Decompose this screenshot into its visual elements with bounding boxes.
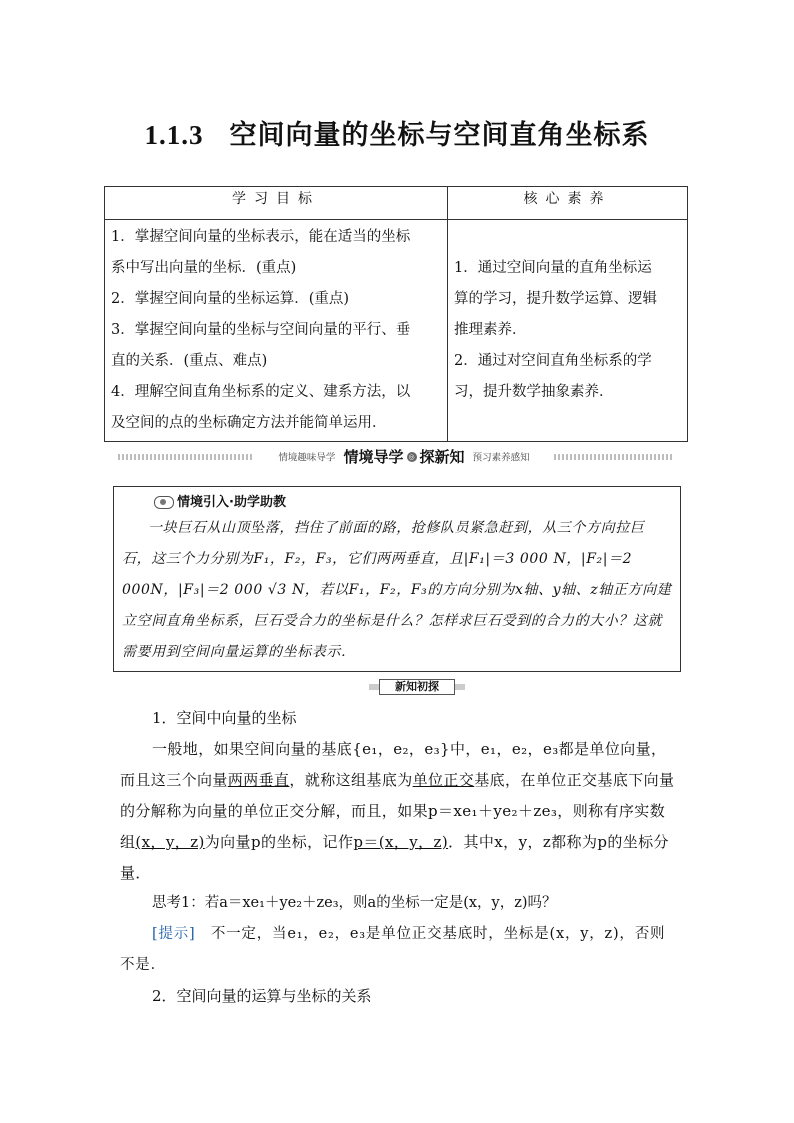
section-2-heading: 2．空间向量的运算与坐标的关系 — [152, 987, 372, 1005]
section-label: 新知初探 — [379, 679, 455, 695]
para-text: 一般地，如果空间向量的基底{e₁，e₂，e₃}中，e₁，e₂，e₃都是单位向量，而且这三个向量 — [120, 740, 667, 789]
section-banner — [118, 446, 674, 468]
intro-line: 这就需要用到空间向量运算的坐标表示． — [122, 613, 663, 660]
intro-line: 巨石，这三个力分别为F₁，F₂，F₃，它们两两垂直，且|F₁|＝3 000 N，|F₂|＝2 000 — [122, 520, 645, 598]
literacy-line: 1．通过空间向量的直角坐标运 — [454, 260, 652, 276]
banner-main-2: 探新知 — [419, 448, 465, 466]
goals-header-left: 学习目标 — [105, 187, 448, 220]
paragraph-1 — [120, 734, 676, 889]
goal-line: 及空间的点的坐标确定方法并能简单运用． — [111, 415, 387, 431]
intro-heading-text: 情境引入·助学助教 — [177, 495, 286, 510]
think-question: 思考1：若a＝xe₁＋ye₂＋ze₃，则a的坐标一定是(x，y，z)吗？ — [152, 895, 557, 911]
section-label-box — [369, 679, 465, 695]
banner-main-1: 情境导学 — [343, 448, 404, 466]
para-text: 基底，在单位正交基底下向量的分解称为向量的单位正交分解，而且，如果p＝xe₁＋ye₂＋ze₃，则称有序实数组 — [120, 771, 675, 851]
para-text: ，就称这组基底为 — [289, 771, 413, 789]
intro-heading — [154, 491, 286, 510]
literacy-line: 算的学习，提升数学运算、逻辑 — [454, 291, 657, 307]
underlined-term: 两两垂直 — [227, 771, 290, 789]
intro-text — [122, 513, 672, 668]
circle-icon: ◎ — [408, 452, 415, 461]
intro-line: 一块巨石从山顶坠落，挡住了前面的路，抢修队员紧急赶到，从三个方向拉 — [148, 520, 630, 536]
banner-left-text: 情境趣味导学 — [278, 452, 336, 464]
title-text: 空间向量的坐标与空间直角坐标系 — [229, 120, 650, 151]
underlined-term: (x，y，z) — [135, 833, 205, 851]
intro-box — [113, 486, 681, 672]
para-text: ．其中x，y，z都称为p的坐标分量． — [120, 833, 669, 882]
section-number: 1.1.3 — [144, 120, 204, 150]
literacy-line: 推理素养． — [454, 322, 527, 338]
goal-line: 1．掌握空间向量的坐标表示，能在适当的坐标 — [111, 229, 411, 245]
goal-line: 2．掌握空间向量的坐标运算．(重点) — [111, 291, 350, 307]
hint-paragraph — [120, 919, 676, 981]
literacy-line: 2．通过对空间直角坐标系的学 — [454, 353, 652, 369]
intro-line: 立空间直角坐标系，巨石受合力的坐标是什么？怎样求巨石受到的合力的大小？ — [122, 613, 633, 629]
core-literacy-cell — [448, 220, 688, 442]
goals-table — [104, 186, 688, 442]
banner-label — [254, 446, 554, 468]
eye-icon — [154, 496, 174, 509]
goal-line: 3．掌握空间向量的坐标与空间向量的平行、垂 — [111, 322, 411, 338]
goal-line: 系中写出向量的坐标．(重点) — [111, 260, 297, 276]
goal-line: 直的关系．(重点、难点) — [111, 353, 268, 369]
intro-line: N，|F₃|＝2 000 √3 N，若以F₁，F₂，F₃的方向分别为x轴、y轴、z轴正方向建 — [150, 582, 672, 598]
section-1-heading: 1．空间中向量的坐标 — [152, 709, 297, 727]
goals-header-right: 核心素养 — [448, 187, 688, 220]
hint-tag: [提示] — [152, 926, 196, 942]
banner-right-text: 预习素养感知 — [472, 452, 530, 464]
para-text: 为向量p的坐标，记作 — [204, 833, 354, 851]
literacy-line: 习，提升数学抽象素养． — [454, 384, 614, 400]
learning-goals-cell — [105, 220, 448, 442]
goal-line: 4．理解空间直角坐标系的定义、建系方法，以 — [111, 384, 411, 400]
hint-text: 不一定，当e₁，e₂，e₃是单位正交基底时，坐标是(x，y，z)，否则不是． — [120, 926, 666, 973]
page-title — [0, 113, 794, 152]
underlined-term: 单位正交 — [412, 771, 475, 789]
underlined-term: p＝(x，y，z) — [353, 833, 449, 851]
